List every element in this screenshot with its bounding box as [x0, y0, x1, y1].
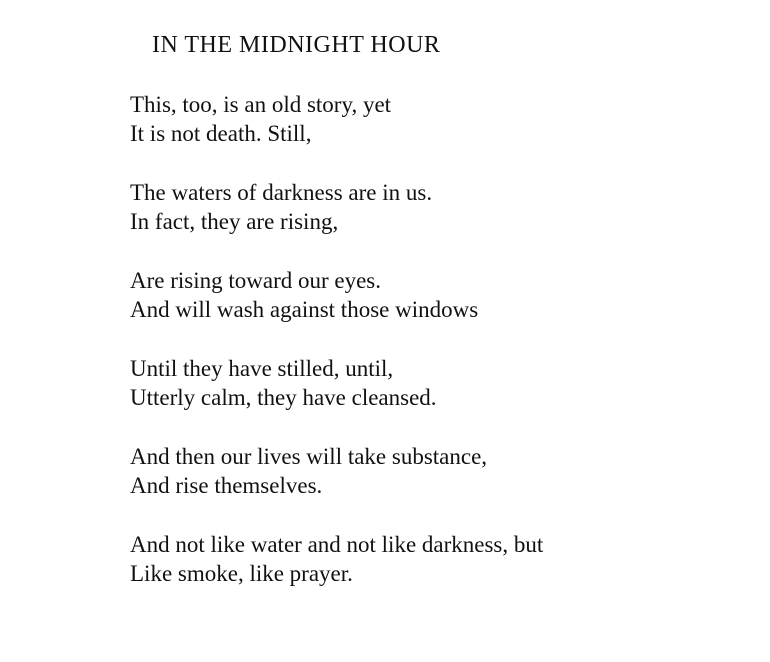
poem-line: This, too, is an old story, yet [130, 92, 392, 117]
poem-line: Are rising toward our eyes. [130, 268, 382, 293]
poem-line: In fact, they are rising, [130, 209, 339, 234]
stanza-2 [130, 178, 730, 236]
poem-line: The waters of darkness are in us. [130, 180, 433, 205]
stanza-6 [130, 530, 730, 588]
poem-line: Until they have stilled, until, [130, 356, 394, 381]
stanza-4 [130, 354, 730, 412]
poem-line: And rise themselves. [130, 473, 323, 498]
poem-body [130, 90, 730, 618]
poem-line: Utterly calm, they have cleansed. [130, 385, 437, 410]
poem-line: And will wash against those windows [130, 297, 479, 322]
stanza-3 [130, 266, 730, 324]
poem-line: Like smoke, like prayer. [130, 561, 353, 586]
poem-title: IN THE MIDNIGHT HOUR [152, 32, 441, 58]
poem-line: It is not death. Still, [130, 121, 312, 146]
stanza-5 [130, 442, 730, 500]
stanza-1 [130, 90, 730, 148]
poem-line: And not like water and not like darkness, but [130, 532, 544, 557]
poem-line: And then our lives will take substance, [130, 444, 488, 469]
